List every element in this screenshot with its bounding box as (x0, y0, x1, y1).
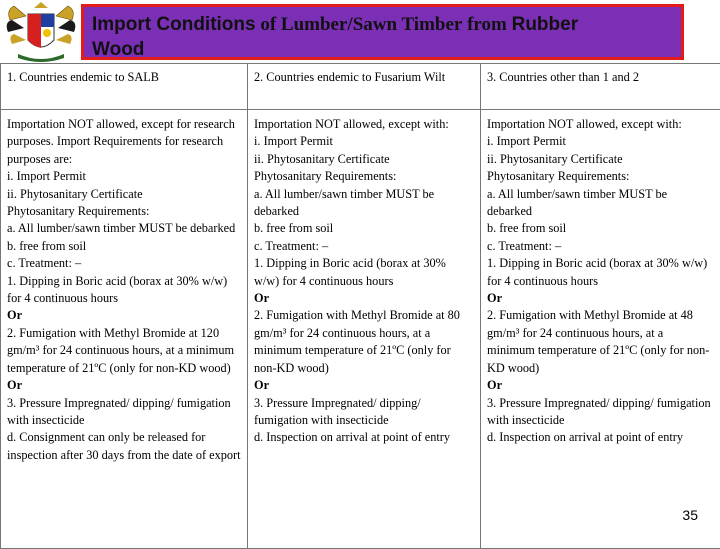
column-fusarium-requirements (248, 110, 481, 549)
header-cell-fusarium: 2. Countries endemic to Fusarium Wilt (248, 64, 481, 110)
list-item: 3. Pressure Impregnated/ dipping/ fumigation with insecticide (487, 395, 714, 430)
table-body-row (1, 110, 720, 549)
list-item: 2. Fumigation with Methyl Bromide at 120 gm/m³ for 24 continuous hours, at a minimum temperature of 21ºC (only for non-KD wood) (7, 325, 241, 377)
column-other-requirements (481, 110, 720, 549)
list-item: 3. Pressure Impregnated/ dipping/ fumigation with insecticide (7, 395, 241, 430)
title-part-3: from (467, 14, 507, 35)
list-item: i. Import Permit (7, 168, 241, 185)
list-item: 1. Dipping in Boric acid (borax at 30% w/w) for 4 continuous hours (487, 255, 714, 290)
list-item: 2. Fumigation with Methyl Bromide at 48 gm/m³ for 24 continuous hours, at a minimum temperature of 21ºC (only for non-KD wood) (487, 307, 714, 377)
or-separator: Or (487, 290, 714, 307)
slide-title (81, 4, 684, 60)
list-item: a. All lumber/sawn timber MUST be debarked (487, 186, 714, 221)
title-part-2: of Lumber/Sawn Timber (260, 14, 462, 35)
list-item: i. Import Permit (487, 133, 714, 150)
list-item: c. Treatment: – (254, 238, 474, 255)
list-item: Importation NOT allowed, except for research purposes. Import Requirements for research purposes are: (7, 116, 241, 168)
or-separator: Or (7, 377, 241, 394)
list-item: 1. Dipping in Boric acid (borax at 30% w/w) for 4 continuous hours (7, 273, 241, 308)
list-item: ii. Phytosanitary Certificate (7, 186, 241, 203)
list-item: b. free from soil (487, 220, 714, 237)
list-item: 3. Pressure Impregnated/ dipping/ fumigation with insecticide (254, 395, 474, 430)
list-item: 1. Dipping in Boric acid (borax at 30% w/w) for 4 continuous hours (254, 255, 474, 290)
list-item: a. All lumber/sawn timber MUST be debarked (7, 220, 241, 237)
or-separator: Or (7, 307, 241, 324)
or-separator: Or (254, 290, 474, 307)
list-item: d. Consignment can only be released for inspection after 30 days from the date of export (7, 429, 241, 464)
list-item: ii. Phytosanitary Certificate (254, 151, 474, 168)
list-item: 2. Fumigation with Methyl Bromide at 80 gm/m³ for 24 continuous hours, at a minimum temperature of 21ºC (only for non-KD wood) (254, 307, 474, 377)
import-conditions-table (0, 63, 720, 549)
list-item: Importation NOT allowed, except with: (487, 116, 714, 133)
or-separator: Or (487, 377, 714, 394)
list-item: c. Treatment: – (7, 255, 241, 272)
list-item: ii. Phytosanitary Certificate (487, 151, 714, 168)
list-item: Importation NOT allowed, except with: (254, 116, 474, 133)
title-part-1: Import Conditions (92, 14, 256, 35)
list-item: d. Inspection on arrival at point of entry (254, 429, 474, 446)
list-item: Phytosanitary Requirements: (7, 203, 241, 220)
header-cell-other: 3. Countries other than 1 and 2 (481, 64, 720, 110)
list-item: d. Inspection on arrival at point of entry (487, 429, 714, 446)
table-header-row (1, 64, 720, 110)
list-item: b. free from soil (7, 238, 241, 255)
list-item: i. Import Permit (254, 133, 474, 150)
coat-of-arms-logo (4, 2, 78, 64)
header-cell-salb: 1. Countries endemic to SALB (1, 64, 248, 110)
title-part-5: Wood (92, 39, 144, 60)
list-item: a. All lumber/sawn timber MUST be debarked (254, 186, 474, 221)
title-part-4: Rubber (512, 14, 579, 35)
column-salb-requirements (1, 110, 248, 549)
or-separator: Or (254, 377, 474, 394)
list-item: b. free from soil (254, 220, 474, 237)
page-number: 35 (682, 507, 698, 523)
list-item: Phytosanitary Requirements: (254, 168, 474, 185)
list-item: Phytosanitary Requirements: (487, 168, 714, 185)
list-item: c. Treatment: – (487, 238, 714, 255)
